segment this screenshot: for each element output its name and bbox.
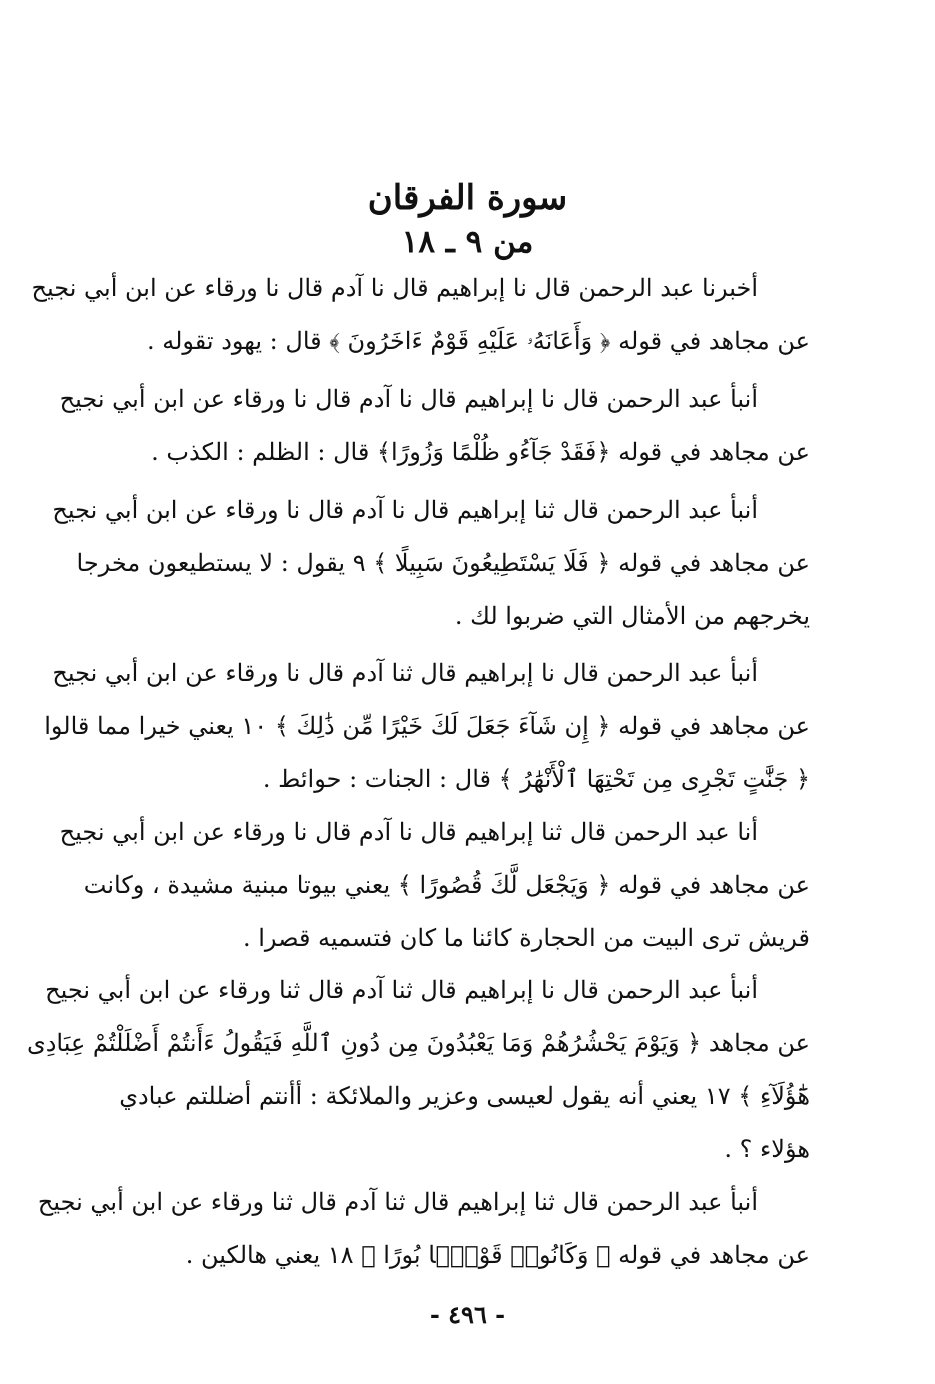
paragraph-line: أنا عبد الرحمن قال ثنا إبراهيم قال نا آدم قال نا ورقاء عن ابن أبي نجيح [59,818,758,846]
paragraph-line: ﴿ جَنَّٰتٍ تَجْرِى مِن تَحْتِهَا ٱلْأَنْهَٰرُ ﴾ قال : الجنات : حوائط . [262,765,810,793]
verse-range: من ٩ ـ ١٨ [401,224,534,260]
paragraph-line: هَٰٓؤُلَآءِ ﴾ ١٧ يعني أنه يقول لعيسى وعزير والملائكة : أأنتم أضللتم عبادي [119,1082,810,1110]
paragraph-line: عن مجاهد في قوله ﴿ وَيَجْعَل لَّكَ قُصُورًا ﴾ يعني بيوتا مبنية مشيدة ، وكانت [83,871,810,899]
paragraph-line: قريش ترى البيت من الحجارة كائنا ما كان فتسميه قصرا . [242,924,810,952]
surah-title: سورة الفرقان [367,178,568,218]
paragraph-5 [59,806,810,965]
paragraph-2 [59,373,810,479]
paragraph-line: عن مجاهد في قوله ﴿ وَأَعَانَهُۥ عَلَيْهِ قَوْمٌ ءَاخَرُونَ ﴾ قال : يهود تقوله . [146,327,810,355]
paragraph-line: أنبأ عبد الرحمن قال نا إبراهيم قال نا آدم قال نا ورقاء عن ابن أبي نجيح [59,385,758,413]
paragraph-6 [26,964,810,1176]
paragraph-line: عن مجاهد في قوله ﴿ وَكَانُوا۟ قَوْمًۢا بُورًا ﴾ ١٨ يعني هالكين . [185,1241,810,1269]
paragraph-line: عن مجاهد في قوله ﴿فَقَدْ جَآءُو ظُلْمًا وَزُورًا﴾ قال : الظلم : الكذب . [151,438,810,466]
paragraph-line: أخبرنا عبد الرحمن قال نا إبراهيم قال نا آدم قال نا ورقاء عن ابن أبي نجيح [31,274,758,302]
paragraph-line: عن مجاهد في قوله ﴿ فَلَا يَسْتَطِيعُونَ سَبِيلًا ﴾ ٩ يقول : لا يستطيعون مخرجا [76,549,810,577]
paragraph-line: يخرجهم من الأمثال التي ضربوا لك . [454,602,810,630]
paragraph-line: أنبأ عبد الرحمن قال نا إبراهيم قال ثنا آدم قال ثنا ورقاء عن ابن أبي نجيح [45,976,758,1004]
paragraph-line: أنبأ عبد الرحمن قال ثنا إبراهيم قال ثنا آدم قال ثنا ورقاء عن ابن أبي نجيح [37,1188,758,1216]
paragraph-line: عن مجاهد ﴿ وَيَوْمَ يَحْشُرُهُمْ وَمَا يَعْبُدُونَ مِن دُونِ ٱللَّهِ فَيَقُولُ ءَأَنتُمْ أَضْلَلْتُمْ عِبَادِى [26,1029,810,1057]
paragraph-line: أنبأ عبد الرحمن قال نا إبراهيم قال ثنا آدم قال نا ورقاء عن ابن أبي نجيح [52,659,758,687]
paragraph-4 [44,647,810,806]
paragraph-line: هؤلاء ؟ . [724,1135,810,1163]
paragraph-1 [31,262,810,368]
page-number: - ٤٩٦ - [429,1300,506,1329]
paragraph-line: أنبأ عبد الرحمن قال ثنا إبراهيم قال نا آدم قال نا ورقاء عن ابن أبي نجيح [52,496,758,524]
paragraph-3 [52,484,810,643]
paragraph-7 [37,1176,810,1282]
paragraph-line: عن مجاهد في قوله ﴿ إِن شَآءَ جَعَلَ لَكَ خَيْرًا مِّن ذَٰلِكَ ﴾ ١٠ يعني خيرا مما قالوا [44,712,810,740]
